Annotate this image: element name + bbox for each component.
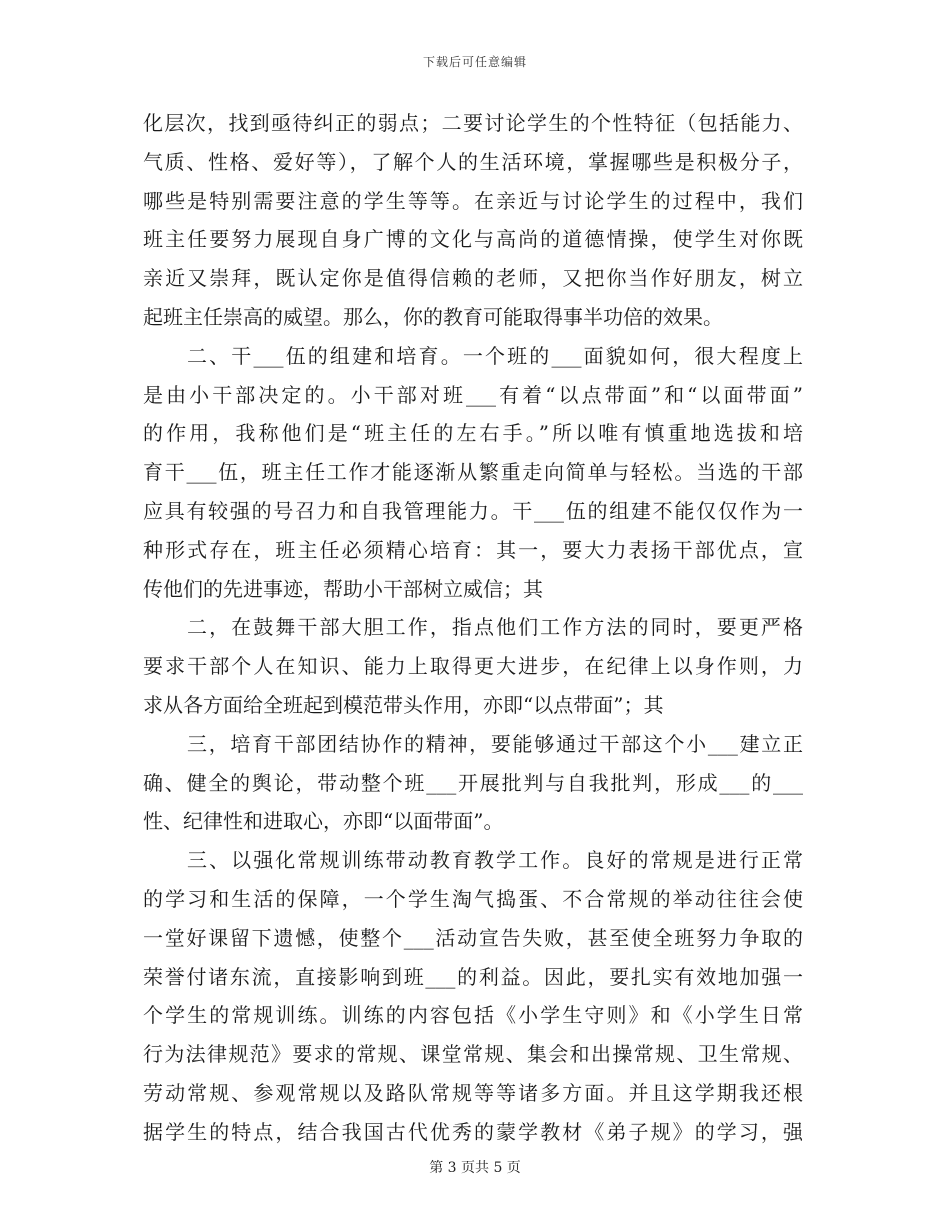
- text-line: 三、以强化常规训练带动教育教学工作。良好的常规是进行正常: [187, 848, 803, 873]
- text-line: 的学习和生活的保障，一个学生淘气捣蛋、不合常规的举动往往会使: [143, 886, 803, 911]
- text-line: 荣誉付诸东流，直接影响到班___的利益。因此，要扎实有效地加强一: [143, 964, 803, 989]
- text-line: 传他们的先进事迹，帮助小干部树立威信；其: [143, 576, 543, 601]
- page-number-footer: 第 3 页共 5 页: [429, 1160, 521, 1176]
- text-line: 据学生的特点，结合我国古代优秀的蒙学教材《弟子规》的学习，强: [143, 1119, 803, 1144]
- text-line: 种形式存在，班主任必须精心培育：其一，要大力表扬干部优点，宣: [143, 537, 803, 562]
- text-line: 亲近又崇拜，既认定你是值得信赖的老师，又把你当作好朋友，树立: [143, 266, 803, 291]
- text-line: 性、纪律性和进取心，亦即“以面带面”。: [143, 809, 504, 834]
- text-line: 的作用，我称他们是“班主任的左右手。”所以唯有慎重地选拔和培: [143, 421, 803, 446]
- text-line: 起班主任崇高的威望。那么，你的教育可能取得事半功倍的效果。: [143, 304, 723, 329]
- text-line: 二，在鼓舞干部大胆工作，指点他们工作方法的同时，要更严格: [187, 615, 803, 640]
- body-text: [143, 104, 803, 1152]
- text-line: 哪些是特别需要注意的学生等等。在亲近与讨论学生的过程中，我们: [143, 188, 803, 213]
- text-line: 是由小干部决定的。小干部对班___有着“以点带面”和“以面带面”: [143, 382, 803, 407]
- text-line: 班主任要努力展现自身广博的文化与高尚的道德情操，使学生对你既: [143, 227, 803, 252]
- text-line: 二、干___伍的组建和培育。一个班的___面貌如何，很大程度上: [187, 343, 803, 368]
- text-line: 行为法律规范》要求的常规、课堂常规、集会和出操常规、卫生常规、: [143, 1042, 803, 1067]
- text-line: 化层次，找到亟待纠正的弱点；二要讨论学生的个性特征（包括能力、: [143, 111, 803, 135]
- text-line: 劳动常规、参观常规以及路队常规等等诸多方面。并且这学期我还根: [143, 1080, 803, 1105]
- text-line: 确、健全的舆论，带动整个班___开展批判与自我批判，形成___的___: [143, 770, 803, 795]
- text-line: 求从各方面给全班起到模范带头作用，亦即“以点带面”；其: [143, 692, 664, 717]
- page-header: 下载后可任意编辑: [422, 55, 527, 69]
- text-line: 要求干部个人在知识、能力上取得更大进步，在纪律上以身作则，力: [143, 654, 803, 679]
- text-line: 育干___伍，班主任工作才能逐渐从繁重走向简单与轻松。当选的干部: [143, 460, 803, 485]
- text-line: 一堂好课留下遗憾，使整个___活动宣告失败，甚至使全班努力争取的: [143, 925, 803, 950]
- text-line: 应具有较强的号召力和自我管理能力。干___伍的组建不能仅仅作为一: [143, 498, 803, 523]
- text-line: 三，培育干部团结协作的精神，要能够通过干部这个小___建立正: [187, 731, 803, 756]
- text-line: 气质、性格、爱好等），了解个人的生活环境，掌握哪些是积极分子，: [143, 149, 803, 174]
- text-line: 个学生的常规训练。训练的内容包括《小学生守则》和《小学生日常: [143, 1003, 803, 1028]
